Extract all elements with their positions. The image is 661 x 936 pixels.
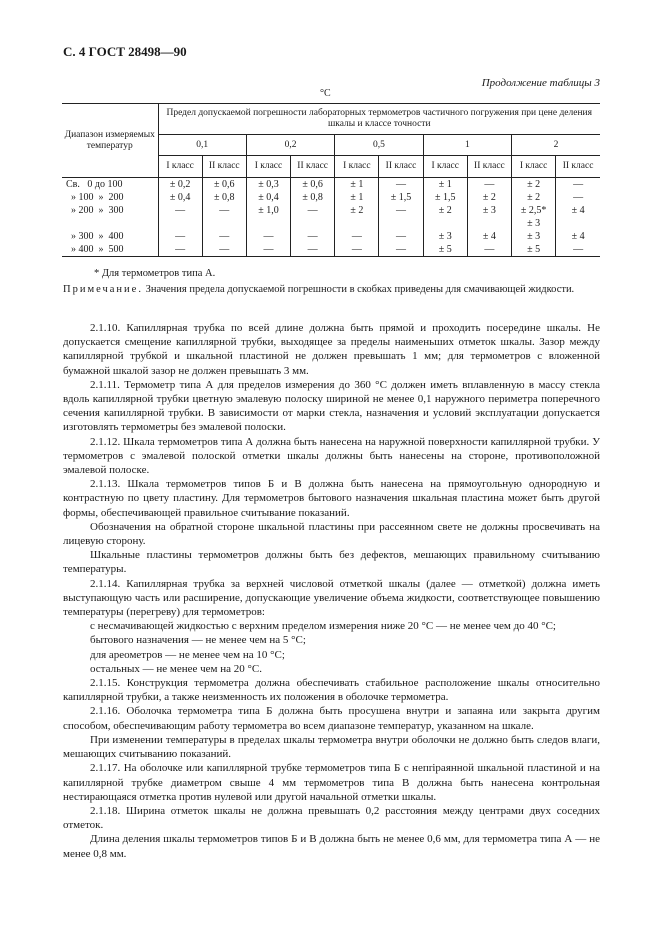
paragraph: При изменении температуры в пределах шкалы термометра внутри оболочки не должно быть следов влаги, мешающих считыванию показаний. — [63, 733, 600, 761]
class-header: II класс — [202, 156, 246, 178]
value-cell: — — [379, 230, 423, 243]
value-cell — [556, 217, 600, 230]
value-cell: ± 0,2 — [158, 178, 202, 192]
range-cell: » 200 » 300 — [66, 205, 124, 216]
value-cell: — — [291, 230, 335, 243]
value-cell: — — [556, 191, 600, 204]
class-header: I класс — [246, 156, 290, 178]
class-header: II класс — [467, 156, 511, 178]
value-cell — [467, 217, 511, 230]
value-cell: — — [467, 243, 511, 257]
value-cell: ± 4 — [556, 230, 600, 243]
value-cell: — — [158, 230, 202, 243]
paragraph: 2.1.12. Шкала термометров типа А должна быть нанесена на наружной поверхности капиллярной трубки. У термометров с эмалевой полоской отметки шкалы должны быть нанесены на стороне, противоположной эмалевой полоске. — [63, 435, 600, 477]
value-cell: ± 0,4 — [246, 191, 290, 204]
paragraph: остальных — не менее чем на 20 °С. — [90, 662, 263, 675]
value-cell: ± 2 — [335, 204, 379, 217]
value-cell: ± 3 — [423, 230, 467, 243]
paragraph: 2.1.16. Оболочка термометра типа Б должна быть просушена внутри и запаяна или закрыта другим способом, обеспечивающим работу термометра во всем диапазоне температур, указанном на шкале. — [63, 705, 600, 732]
value-cell — [202, 217, 246, 230]
value-cell: ± 0,6 — [202, 178, 246, 192]
value-cell: ± 4 — [556, 204, 600, 217]
division-header: 2 — [512, 135, 601, 156]
value-cell: ± 4 — [467, 230, 511, 243]
value-cell: ± 1 — [335, 178, 379, 192]
table-body — [62, 178, 600, 257]
value-cell: ± 3 — [512, 230, 556, 243]
value-cell: — — [335, 243, 379, 257]
value-cell: — — [158, 204, 202, 217]
table-row — [62, 217, 600, 230]
value-cell: — — [379, 243, 423, 257]
note-text: Значения предела допускаемой погрешности в скобках приведены для смачивающей жидкости. — [142, 284, 575, 295]
paragraph: 2.1.17. На оболочке или капиллярной трубке термометров типа Б с непripаянной шкальной пластиной и на капиллярной трубке диаметром свыше 4 мм термометров типа В должна быть нанесена контрольная нестирающаяся отметка против нулевой или другой начальной отметки шкалы. — [63, 762, 600, 803]
class-header: I класс — [335, 156, 379, 178]
class-header: II класс — [379, 156, 423, 178]
value-cell — [335, 217, 379, 230]
range-cell: Св. 0 до 100 — [66, 179, 123, 190]
table-note — [63, 283, 600, 297]
class-header: I класс — [423, 156, 467, 178]
table-row — [62, 230, 600, 243]
value-cell: ± 2 — [512, 191, 556, 204]
value-cell: — — [202, 243, 246, 257]
value-cell: ± 0,8 — [202, 191, 246, 204]
class-header: II класс — [556, 156, 600, 178]
range-header: Диапазон измеряемых температур — [62, 104, 158, 178]
paragraph: 2.1.11. Термометр типа А для пределов измерения до 360 °С должен иметь вплавленную в массу стекла вдоль капиллярной трубки цветную эмалевую полоску шириной не менее 0,1 наружного периметра поперечного сечения капиллярной трубки. В зависимости от марки стекла, назначения и условий эксплуатации допускается изготовлять термометры без эмалевой полоски. — [63, 378, 600, 434]
table-row — [62, 243, 600, 257]
value-cell: ± 2,5* — [512, 204, 556, 217]
value-cell — [379, 217, 423, 230]
class-header: I класс — [158, 156, 202, 178]
table-unit: °C — [320, 88, 331, 99]
value-cell: — — [246, 243, 290, 257]
division-header: 0,2 — [246, 135, 334, 156]
value-cell: — — [467, 178, 511, 192]
table-row — [62, 191, 600, 204]
group-header: Предел допускаемой погрешности лабораторных термометров частичного погружения при цене деления шкалы и классе точности — [158, 104, 600, 135]
paragraph: 2.1.18. Ширина отметок шкалы не должна превышать 0,2 расстояния между центрами двух соседних отметок. — [63, 804, 600, 832]
range-cell: » 100 » 200 — [66, 192, 124, 203]
value-cell: — — [379, 204, 423, 217]
value-cell: ± 5 — [423, 243, 467, 257]
body-text — [63, 321, 600, 861]
table-continuation-label: Продолжение таблицы 3 — [481, 77, 600, 89]
paragraph: с несмачивающей жидкостью с верхним пределом измерения ниже 20 °С — не менее чем до 40 °С; — [90, 620, 556, 633]
value-cell: ± 2 — [467, 191, 511, 204]
paragraph: 2.1.13. Шкала термометров типов Б и В должна быть нанесена на прямоугольную однородную и контрастную по цвету пластину. Для термометров бытового назначения шкальная пластина может быть другой формы, обеспечивающей правильное считывание показаний. — [63, 478, 600, 519]
paragraph: 2.1.15. Конструкция термометра должна обеспечивать стабильное расположение шкалы относительно капиллярной трубки, а также неизменность их положения в оболочке термометра. — [63, 677, 600, 704]
class-header: II класс — [291, 156, 335, 178]
value-cell: — — [291, 204, 335, 217]
paragraph: 2.1.10. Капиллярная трубка по всей длине должна быть прямой и проходить посередине шкалы. Не допускается смещение капиллярной трубки, выходящее за пределы наименьших отметок шкалы. Зазор между капиллярной трубкой и шкальной пластиной не должен превышать 1 мм; для термометров с вложенной бумажной шкалой зазор не должен превышать 3 мм. — [63, 322, 600, 377]
value-cell: — — [556, 243, 600, 257]
division-header: 0,5 — [335, 135, 423, 156]
value-cell: — — [556, 178, 600, 192]
division-header: 0,1 — [158, 135, 246, 156]
value-cell: ± 1,5 — [379, 191, 423, 204]
paragraph: для ареометров — не менее чем на 10 °С; — [90, 648, 285, 661]
value-cell: — — [202, 204, 246, 217]
value-cell — [158, 217, 202, 230]
paragraph: бытового назначения — не менее чем на 5 °С; — [90, 634, 306, 647]
value-cell: ± 2 — [423, 204, 467, 217]
value-cell: — — [246, 230, 290, 243]
class-header: I класс — [512, 156, 556, 178]
paragraph: Обозначения на обратной стороне шкальной пластины при рассеянном свете не должны просвечивать на лицевую сторону. — [63, 520, 600, 548]
paragraph: Шкальные пластины термометров должны быть без дефектов, мешающих правильному считыванию температуры. — [63, 549, 600, 576]
value-cell: ± 1,0 — [246, 204, 290, 217]
value-cell — [423, 217, 467, 230]
value-cell — [246, 217, 290, 230]
value-cell: ± 0,6 — [291, 178, 335, 192]
value-cell: ± 0,4 — [158, 191, 202, 204]
value-cell: — — [202, 230, 246, 243]
page-header: С. 4 ГОСТ 28498—90 — [63, 44, 187, 59]
paragraph: 2.1.14. Капиллярная трубка за верхней числовой отметкой шкалы (далее — отметкой) должна иметь выступающую часть или расширение, допускающие увеличение объема жидкости, соответствующее повышению температуры (перегреву) для термометров: — [63, 577, 600, 619]
range-cell: » 300 » 400 — [66, 231, 124, 242]
value-cell: — — [335, 230, 379, 243]
value-cell: ± 1 — [423, 178, 467, 192]
value-cell: ± 1,5 — [423, 191, 467, 204]
value-cell: — — [379, 178, 423, 192]
value-cell: ± 5 — [512, 243, 556, 257]
value-cell: — — [291, 243, 335, 257]
division-header: 1 — [423, 135, 511, 156]
paragraph: Длина деления шкалы термометров типов Б и В должна быть не менее 0,6 мм, для термометра типа А — не менее 0,8 мм. — [63, 833, 600, 860]
note-label: Примечание. — [63, 284, 143, 295]
table-3 — [62, 103, 600, 257]
table-row — [62, 204, 600, 217]
value-cell: ± 0,3 — [246, 178, 290, 192]
value-cell: ± 3 — [467, 204, 511, 217]
range-cell: » 400 » 500 — [62, 243, 158, 257]
table-footnote: * Для термометров типа А. — [94, 268, 216, 279]
value-cell — [291, 217, 335, 230]
value-cell: ± 2 — [512, 178, 556, 192]
value-cell: ± 1 — [335, 191, 379, 204]
table-row — [62, 178, 600, 192]
value-cell: ± 3 — [512, 217, 556, 230]
value-cell: ± 0,8 — [291, 191, 335, 204]
value-cell: — — [158, 243, 202, 257]
range-cell — [62, 217, 158, 230]
